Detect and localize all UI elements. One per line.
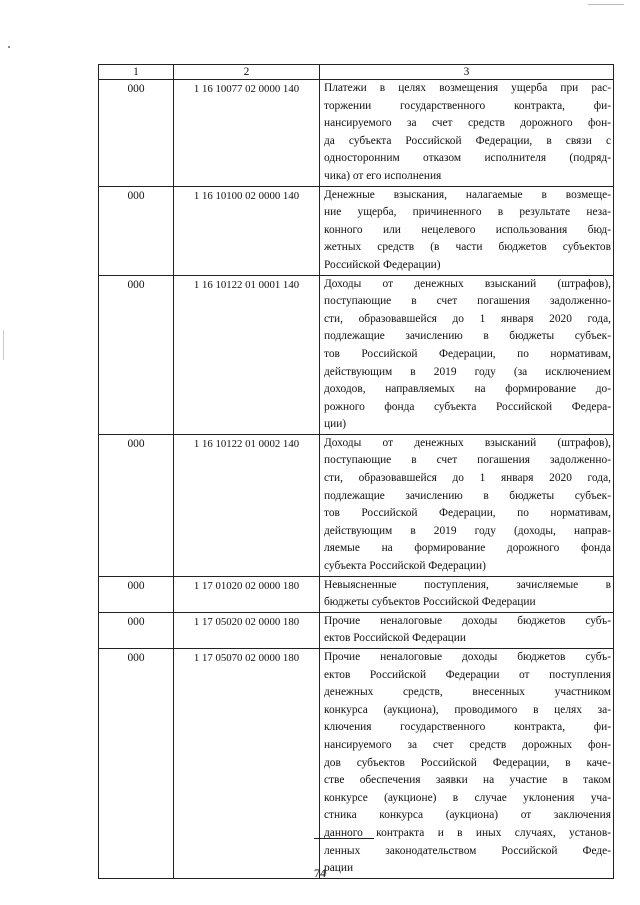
table-row	[99, 80, 614, 187]
description-line: односторонним отказом исполнителя (подряд-	[324, 152, 611, 165]
budget-codes-table	[98, 64, 614, 879]
column-header: 3	[320, 65, 614, 80]
description-line: данного контракта и в иных случаях, установ-	[324, 826, 611, 839]
income-description-cell	[320, 649, 614, 879]
description-line: да субъекта Российской Федерации, в связи с	[324, 134, 611, 147]
column-header: 2	[174, 65, 320, 80]
description-line: сти, образовавшейся до 1 января 2020 года,	[324, 312, 611, 325]
budget-classification-code-cell: 1 17 05020 02 0000 180	[174, 612, 320, 648]
description-line: Денежные взыскания, налагаемые в возмеще-	[324, 188, 611, 201]
description-line: доходов, направляемых на формирование до-	[324, 383, 611, 396]
description-line: поступающие в счет погашения задолженно-	[324, 295, 611, 308]
table-row	[99, 186, 614, 275]
description-line: ектов Российской Федерации от поступления	[324, 668, 611, 681]
description-line: Российской Федерации)	[324, 258, 441, 271]
column-header: 1	[99, 65, 174, 80]
budget-classification-code-cell: 1 17 05070 02 0000 180	[174, 649, 320, 879]
description-line: подлежащие зачислению в бюджеты субъек-	[324, 489, 611, 502]
description-line: ектов Российской Федерации	[324, 632, 466, 645]
page-number: 74	[314, 866, 326, 880]
budget-classification-code-cell: 1 16 10100 02 0000 140	[174, 186, 320, 275]
table-header-row	[99, 65, 614, 80]
description-line: ляемые на формирование дорожного фонда	[324, 542, 611, 555]
admin-code-cell: 000	[99, 576, 174, 612]
description-line: Прочие неналоговые доходы бюджетов субъ-	[324, 651, 611, 663]
income-description-cell	[320, 612, 614, 648]
description-line: конкурса (аукциона), проводимого в целях за-	[324, 703, 611, 716]
budget-classification-code-cell: 1 16 10077 02 0000 140	[174, 80, 320, 187]
table-row	[99, 612, 614, 648]
income-description-cell	[320, 434, 614, 576]
admin-code-cell: 000	[99, 649, 174, 879]
admin-code-cell: 000	[99, 434, 174, 576]
description-line: подлежащие зачислению в бюджеты субъек-	[324, 330, 611, 343]
income-description-cell	[320, 80, 614, 187]
description-line: стника конкурса (аукциона) от заключения	[324, 809, 611, 822]
budget-classification-code-cell: 1 16 10122 01 0002 140	[174, 434, 320, 576]
description-line: торжении государственного контракта, фи-	[324, 99, 611, 112]
description-line: денежных средств, внесенных участником	[324, 686, 611, 699]
scan-speck	[588, 4, 624, 5]
description-line: нансируемого за счет средств дорожного фон-	[324, 117, 611, 130]
description-line: сти, образовавшейся до 1 января 2020 года,	[324, 472, 611, 485]
description-line: рации	[324, 862, 354, 875]
table-row	[99, 434, 614, 576]
scan-speck	[8, 46, 10, 48]
admin-code-cell: 000	[99, 186, 174, 275]
income-description-cell	[320, 576, 614, 612]
description-line: ленных законодательством Российской Феде-	[324, 844, 611, 857]
table-row	[99, 649, 614, 879]
description-line: конного или нецелевого использования бюд-	[324, 223, 611, 236]
budget-classification-code-cell: 1 16 10122 01 0001 140	[174, 275, 320, 434]
description-line: ключения государственного контракта, фи-	[324, 721, 611, 734]
description-line: тов Российской Федерации, по нормативам,	[324, 347, 611, 360]
income-description-cell	[320, 275, 614, 434]
description-line: чика) от его исполнения	[324, 169, 442, 182]
footer-divider	[314, 838, 374, 839]
description-line: Доходы от денежных взысканий (штрафов),	[324, 436, 611, 449]
description-line: тов Российской Федерации, по нормативам,	[324, 507, 611, 520]
admin-code-cell: 000	[99, 80, 174, 187]
description-line: Прочие неналоговые доходы бюджетов субъ-	[324, 614, 611, 627]
budget-classification-code-cell: 1 17 01020 02 0000 180	[174, 576, 320, 612]
description-line: Платежи в целях возмещения ущерба при рас-	[324, 82, 611, 94]
description-line: дов субъектов Российской Федерации, в каче-	[324, 756, 611, 769]
description-line: ции)	[324, 418, 347, 431]
description-line: рожного фонда субъекта Российской Федера-	[324, 400, 611, 413]
description-line: бюджеты субъектов Российской Федерации	[324, 596, 536, 609]
description-line: действующим в 2019 году (доходы, направ-	[324, 524, 611, 537]
table-row	[99, 275, 614, 434]
admin-code-cell: 000	[99, 612, 174, 648]
income-description-cell	[320, 186, 614, 275]
description-line: жетных средств (в части бюджетов субъектов	[324, 241, 611, 254]
description-line: действующим в 2019 году (за исключением	[324, 365, 611, 378]
description-line: Доходы от денежных взысканий (штрафов),	[324, 277, 611, 290]
admin-code-cell: 000	[99, 275, 174, 434]
description-line: поступающие в счет погашения задолженно-	[324, 454, 611, 467]
table-row	[99, 576, 614, 612]
description-line: нансируемого за счет средств дорожных фон-	[324, 738, 611, 751]
scan-speck	[3, 330, 4, 360]
description-line: ние ущерба, причиненного в результате неза-	[324, 206, 611, 219]
description-line: стве обеспечения заявки на участие в таком	[324, 774, 611, 787]
description-line: конкурсе (аукционе) в случае уклонения уча-	[324, 791, 611, 804]
description-line: субъекта Российской Федерации)	[324, 560, 486, 573]
description-line: Невыясненные поступления, зачисляемые в	[324, 578, 611, 591]
